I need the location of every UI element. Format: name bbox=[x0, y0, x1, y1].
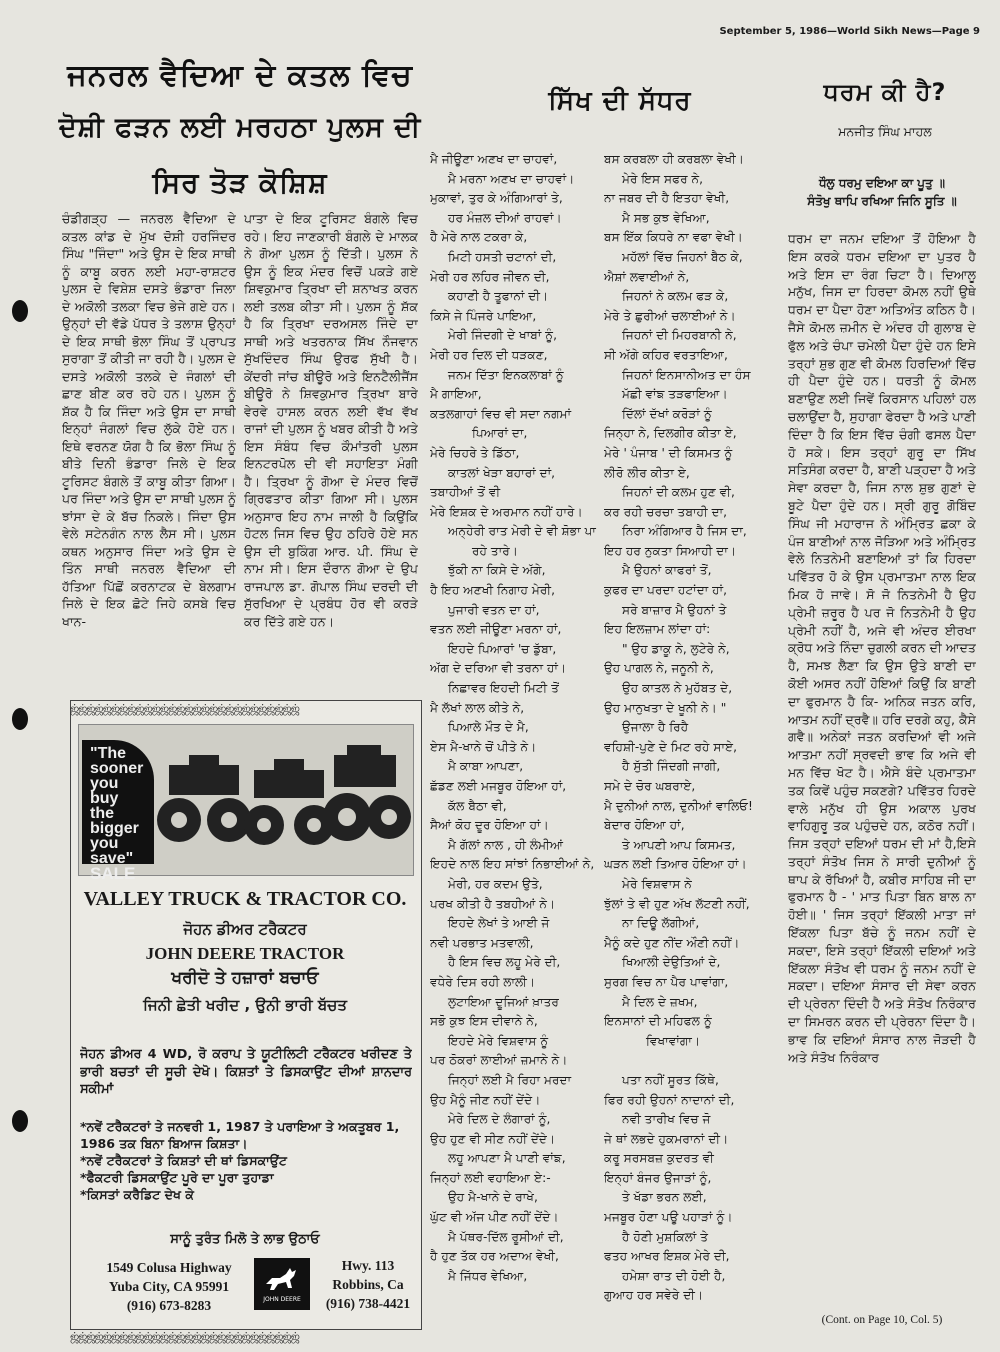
address-line: Yuba City, CA 95991 bbox=[108, 1279, 230, 1294]
poem-line: ਮੈ ਪੱਥਰ-ਦਿੱਲ ਰੂਸੀਆਂ ਦੀ, bbox=[448, 1229, 564, 1244]
poem-line: ਮੈ ਗਾਇਆ, bbox=[430, 387, 482, 402]
headline-line-1: ਜਨਰਲ ਵੈਦਿਆ ਦੇ ਕਤਲ ਵਿਚ bbox=[67, 58, 413, 93]
binder-hole bbox=[12, 708, 28, 730]
poem-line: ਨਾ ਜਬਰ ਦੀ ਹੈ ਇਤਹਾ ਵੇਖੀ, bbox=[604, 191, 730, 206]
poem-line: ਉਹ ਮੈਨੂੰ ਜੀਣ ਨਹੀਂ ਦੇਂਦੇ। bbox=[430, 1092, 541, 1107]
poem-line: ਮੇਰੇ ਵਿਸ਼ਵਾਸ ਨੇ bbox=[622, 876, 692, 891]
john-deere-logo bbox=[254, 1258, 310, 1310]
badge-line: "The bbox=[90, 745, 127, 762]
poem-line: ਜਨਮ ਦਿੱਤਾ ਇਨਕਲਾਬਾਂ ਨੂੰ bbox=[448, 367, 564, 382]
poem-line: ਪੁਜਾਰੀ ਵਤਨ ਦਾ ਹਾਂ, bbox=[448, 602, 540, 617]
page-header: September 5, 1986—World Sikh News—Page 9 bbox=[719, 26, 980, 37]
poem-line: ਸੈਆਂ ਕੋਹ ਦੂਰ ਹੋਇਆ ਹਾਂ। bbox=[430, 818, 549, 833]
poem-line: ਵਧੇਰੇ ਦਿਸ ਰਹੀ ਲਾਲੀ। bbox=[430, 974, 536, 989]
dealer-address-2 bbox=[316, 1256, 420, 1313]
badge-line: the bbox=[90, 805, 114, 822]
poem-line: ਬਸ ਕਰਬਲਾ ਹੀ ਕਰਬਲਾ ਵੇਖੀ। bbox=[604, 152, 745, 166]
poem-col-2 bbox=[604, 150, 784, 1330]
poem-line: ਮੈ ਦਿਲ ਦੇ ਜ਼ਖਮ, bbox=[622, 994, 698, 1009]
poem-line: ਮੁਕਾਵਾਂ, ਤੁਰ ਕੇ ਅੰਗਿਆਰਾਂ ਤੇ, bbox=[430, 191, 563, 206]
poem-line: ਜਿਹਨਾਂ ਦੀ ਮਿਹਰਬਾਨੀ ਨੇ, bbox=[622, 328, 737, 343]
poem-line: ਉਹ ਪਾਗਲ ਨੇ, ਜਨੂਨੀ ਨੇ, bbox=[604, 661, 714, 676]
poem-line: ਵਤਨ ਲਈ ਜੀਊਣਾ ਮਰਨਾ ਹਾਂ, bbox=[430, 622, 562, 637]
poem-line: ਜਿਨ੍ਹਾਂ ਲਈ ਮੈ ਰਿਹਾ ਮਰਦਾ bbox=[448, 1072, 572, 1087]
ad-bullet: *ਨਵੇਂ ਟਰੈਕਟਰਾਂ ਤੇ ਜਨਵਰੀ 1, 1987 ਤੇ ਪਰਾਇਆ ਤੇ ਅਕਤੂਬਰ 1, 1986 ਤਕ ਬਿਨਾ ਬਿਆਜ ਕਿਸ਼ਤਾ। bbox=[80, 1119, 400, 1151]
poem-line: ਜਿਹਨਾਂ ਦੀ ਕਲਮ ਹੁਣ ਵੀ, bbox=[622, 485, 735, 500]
poem-line: ਹਮੇਸ਼ਾ ਰਾਤ ਦੀ ਹੋਈ ਹੈ, bbox=[622, 1268, 726, 1283]
poem-line: ਦਿੱਲਾਂ ਦੱਖਾਂ ਕਰੋੜਾਂ ਨੂੰ bbox=[622, 406, 712, 421]
poem-line: ਝੁੱਕੀ ਨਾ ਕਿਸੇ ਦੇ ਅੱਗੇ, bbox=[448, 563, 546, 578]
poem-line: ਪਰਖ ਕੀਤੀ ਹੈ ਤਬਹੀਆਂ ਨੇ। bbox=[430, 896, 556, 911]
poem-line: ਛੱਡਣ ਲਈ ਮਜਬੂਰ ਹੋਇਆ ਹਾਂ, bbox=[430, 779, 567, 793]
poem-line: ਇਹਦੇ ਮੇਰੇ ਵਿਸ਼ਵਾਸ ਨੂੰ bbox=[448, 1033, 549, 1048]
poem-line: ਉਹ ਹੁਣ ਵੀ ਸੀਣ ਨਹੀਂ ਦੇਂਦੇ। bbox=[430, 1131, 556, 1146]
poem-line: " ਉਹ ਡਾਕੂ ਨੇ, ਲੁਟੇਰੇ ਨੇ, bbox=[622, 641, 730, 656]
ad-bullet: *ਫੈਕਟਰੀ ਡਿਸਕਾਉਂਟ ਪੂਰੇ ਦਾ ਪੂਰਾ ਤੁਹਾਡਾ bbox=[80, 1170, 274, 1185]
poem-line: ਹੈ ਹੁਣ ਤੱਕ ਹਰ ਅਦਾਅ ਵੇਖੀ, bbox=[430, 1249, 559, 1264]
poem-line: ਤੇ ਖੱਡਾ ਭਰਨ ਲਈ, bbox=[622, 1190, 707, 1205]
poem-line: ਉਹ ਕਾਤਲ ਨੇ ਮੁਹੱਬਤ ਦੇ, bbox=[622, 681, 733, 696]
poem-line: ਲੀਰੋ ਲੀਰ ਕੀਤਾ ਏ, bbox=[604, 465, 690, 480]
poem-line: ਬਸ ਇੱਕ ਕਿਧਰੇ ਨਾ ਵਫਾ ਵੇਖੀ। bbox=[604, 230, 743, 245]
poem-line: ਨਿਛਾਵਰ ਇਹਦੀ ਮਿਟੀ ਤੋਂ bbox=[448, 681, 559, 696]
poem-line: ਜਿਹਨਾਂ ਇਨਸਾਨੀਅਤ ਦਾ ਹੰਸ bbox=[622, 367, 751, 382]
poem-line: ਜਿਹਨਾਂ ਨੇ ਕਲਮ ਫੜ ਕੇ, bbox=[622, 289, 729, 304]
poem-line: ਜਿਨ੍ਹਾਂ ਲਈ ਵਹਾਇਆ ਏ:- bbox=[430, 1170, 551, 1185]
ad-bullet: *ਕਿਸਤਾਂ ਕਰੈਡਿਟ ਦੇਖ ਕੇ bbox=[80, 1187, 195, 1202]
scripture-quote-1: ਧੌਲੁ ਧਰਮੁ ਦਇਆ ਕਾ ਪੂਤੁ ॥ bbox=[818, 176, 945, 190]
poem-line: ਇਨ੍ਹਾਂ ਬੰਜਰ ਉਜਾੜਾਂ ਨੂੰ, bbox=[604, 1170, 712, 1185]
poem-line: ਇਹਦੇ ਨਾਲ ਇਹ ਸਾਂਝਾਂ ਨਿਭਾਈਆਂ ਨੇ, bbox=[430, 857, 595, 872]
poem-line: ਤੇ ਆਪਣੀ ਆਪ ਕਿਸਮਤ, bbox=[622, 837, 736, 852]
ad-call-to-action: ਸਾਨੂੰ ਤੁਰੰਤ ਮਿਲੋ ਤੇ ਲਾਭ ਉਠਾਓ bbox=[170, 1232, 320, 1247]
poem-line: ਮੇਰੇ ਇਸ ਸਫਰ ਨੇ, bbox=[622, 171, 704, 186]
poem-col-1 bbox=[430, 150, 600, 1330]
poem-line: ਹੈ ਸੁੱਤੀ ਜਿੰਦਗੀ ਜਾਗੀ, bbox=[622, 759, 721, 774]
article-text-col-1: ਚੰਡੀਗੜ੍ਹ — ਜਨਰਲ ਵੈਦਿਆ ਦੇ ਕਤਲ ਕਾਂਡ ਦੇ ਮੁੱਖ ਦੋਸ਼ੀ ਹਰਜਿੰਦਰ ਸਿੰਘ "ਜਿੰਦਾ" ਅਤੇ ਉਸ ਦੇ ਇਕ ਸਾਥੀ ਨੂੰ ਕਾਬੂ ਕਰਨ ਲਈ ਮਹਾ-ਰਾਸ਼ਟਰ ਪੁਲਸ ਦੇ ਵਿਸ਼ੇਸ਼ ਦਸਤੇ ਭੰਡਾਰਾ ਜਿਲਾ ਦੇ ਅਕੋਲੀ ਤਲਕਾ ਵਿਚ ਭੇਜੇ ਗਏ ਹਨ। ਉਨ੍ਹਾਂ ਦੀ ਵੱਡੇ ਪੱਧਰ ਤੇ ਤਲਾਸ਼ ਉਨ੍ਹਾਂ ਦੇ ਇਕ ਸਾਥੀ ਭੋਲਾ ਸਿੰਘ ਤੋਂ ਪ੍ਰਾਪਤ ਸੁਰਾਗਾ ਤੋਂ ਕੀਤੀ ਜਾ ਰਹੀ ਹੈ। ਪੁਲਸ ਦੇ ਦਸਤੇ ਅਕੋਲੀ ਤਲਕੇ ਦੇ ਜੰਗਲਾਂ ਦੀ ਛਾਣ ਬੀਣ ਕਰ ਰਹੇ ਹਨ। ਪੁਲਸ ਨੂੰ ਸ਼ੱਕ ਹੈ ਕਿ ਜਿੰਦਾ ਅਤੇ ਉਸ ਦਾ ਸਾਥੀ ਇਨ੍ਹਾਂ ਜੰਗਲਾਂ ਵਿਚ ਲੁੱਕੇ ਹੋਏ ਹਨ। ਇਥੇ ਵਰਨਣ ਯੋਗ ਹੈ ਕਿ ਭੋਲਾ ਸਿੰਘ ਨੂੰ ਬੀਤੇ ਦਿਨੀ ਭੰਡਾਰਾ ਜਿਲੇ ਦੇ ਇਕ ਟੂਰਿਸਟ ਬੰਗਲੇ ਤੋਂ ਕਾਬੂ ਕੀਤਾ ਗਿਆ। ਪਰ ਜਿੰਦਾ ਅਤੇ ਉਸ ਦਾ ਸਾਥੀ ਪੁਲਸ ਨੂੰ ਝਾਂਸਾ ਦੇ ਕੇ ਬੱਚ ਨਿਕਲੇ। ਜਿੰਦਾ ਉਸ ਵੇਲੇ ਸਟੇਨਗੰਨ ਨਾਲ ਲੈਸ ਸੀ। ਪੁਲਸ ਕਥਨ ਅਨੁਸਾਰ ਜਿੰਦਾ ਅਤੇ ਉਸ ਦੇ ਤਿੰਨ ਸਾਥੀ ਜਨਰਲ ਵੈਦਿਆ ਦੀ ਹੱਤਿਆ ਪਿੱਛੋਂ ਕਰਨਾਟਕ ਦੇ ਬੇਲਗਾਮ ਜਿਲੇ ਦੇ ਇਕ ਛੋਟੇ ਜਿਹੇ ਕਸਬੇ ਵਿਚ ਖਾਨ- bbox=[62, 211, 236, 629]
poem-line: ਨਵੀ ਤਾਰੀਖ ਵਿਚ ਜੋ bbox=[622, 1112, 711, 1127]
poem-line: ਸਭੋ ਕੁਝ ਇਸ ਦੀਵਾਨੇ ਨੇ, bbox=[430, 1014, 538, 1029]
poem-line: ਮੇਰੇ ਦਿਲ ਦੇ ਲੰਗਾਰਾਂ ਨੂੰ, bbox=[448, 1112, 551, 1127]
ad-slogan-2: ਜਿਨੀ ਛੇਤੀ ਖਰੀਦ , ਉਨੀ ਭਾਰੀ ਬੱਚਤ bbox=[143, 996, 347, 1014]
poem-line: ਮਜਬੂਰ ਹੋਣਾ ਪਊ ਪਹਾੜਾਂ ਨੂੰ। bbox=[604, 1210, 733, 1225]
poem-line: ਕਰੂ ਸਰਸਬਜ਼ ਕੁਦਰਤ ਵੀ bbox=[604, 1151, 714, 1166]
sale-badge bbox=[82, 740, 154, 883]
article-3-title: ਧਰਮ ਕੀ ਹੈ? bbox=[823, 78, 947, 106]
poem-line: ਮੈ ਗੱਲਾਂ ਨਾਲ , ਹੀ ਲੰਮੀਆਂ bbox=[448, 837, 564, 852]
ad-bullet-list bbox=[80, 1118, 412, 1203]
poem-line: ਲੁਟਾਇਆ ਦੂਜਿਆਂ ਖ਼ਾਤਰ bbox=[448, 994, 559, 1009]
poem-line: ਉਹ ਮਾਨੁਖਤਾ ਦੇ ਖੂਨੀ ਨੇ। " bbox=[604, 700, 727, 715]
poem-line: ਮੈ ਦੁਨੀਆਂ ਨਾਲ, ਦੁਨੀਆਂ ਵਾਲਿਓ! bbox=[604, 798, 753, 813]
poem-line: ਐਸ਼ਾਂ ਲਵਾਈਆਂ ਨੇ, bbox=[604, 269, 690, 284]
continuation-note: (Cont. on Page 10, Col. 5) bbox=[821, 1314, 943, 1326]
poem-line: ਅਨ੍ਹੇਰੀ ਰਾਤ ਮੇਰੀ ਦੇ ਵੀ ਸ਼ੋਭਾ ਪਾ bbox=[448, 524, 596, 539]
poem-line: ਮੇਰੇ ਚਿਹਰੇ ਤੇ ਡਿੱਠਾ, bbox=[430, 445, 520, 460]
deer-icon bbox=[262, 1264, 302, 1294]
poem-line bbox=[604, 1051, 784, 1071]
poem-line: ਸੁਰਗ ਵਿਚ ਨਾ ਪੈਰ ਪਾਵਾਂਗਾ, bbox=[604, 974, 729, 989]
article-3-byline: ਮਨਜੀਤ ਸਿੰਘ ਮਾਹਲ bbox=[838, 124, 932, 139]
scripture-quote-2: ਸੰਤੋਖੁ ਥਾਪਿ ਰਖਿਆ ਜਿਨਿ ਸੂਤਿ ॥ bbox=[807, 194, 957, 208]
poem-line: ਮੈ ਸਭ ਕੁਝ ਵੇਖਿਆ, bbox=[622, 210, 710, 225]
poem-line: ਮੇਰੀ, ਹਰ ਕਦਮ ਉਤੇ, bbox=[448, 876, 543, 891]
badge-line: bigger bbox=[90, 820, 139, 837]
binder-hole bbox=[12, 1110, 28, 1132]
poem-line: ਸਮੇ ਦੇ ਚੋਰ ਘਬਰਾਏ, bbox=[604, 779, 696, 793]
article-3-text: ਧਰਮ ਦਾ ਜਨਮ ਦਇਆ ਤੋਂ ਹੋਇਆ ਹੈ ਇਸ ਕਰਕੇ ਧਰਮ ਦਇਆ ਦਾ ਪੁਤਰ ਹੈ ਅਤੇ ਇਸ ਦਾ ਰੰਗ ਚਿਟਾ ਹੈ। ਦਿਆਲੂ ਮਨੁੱਖ, ਜਿਸ ਦਾ ਹਿਰਦਾ ਕੋਮਲ ਨਹੀਂ ਉਥੇ ਧਰਮ ਦਾ ਪੈਦਾ ਹੋਣਾ ਅਤਿਅੰਤ ਕਠਿਨ ਹੈ। ਜੈਸੇ ਕੋਮਲ ਜ਼ਮੀਨ ਦੇ ਅੰਦਰ ਹੀ ਗੁਲਾਬ ਦੇ ਫੁੱਲ ਅਤੇ ਚੰਪਾ ਚਮੇਲੀ ਪੈਦਾ ਹੁੰਦੇ ਹਨ ਇਸੇ ਤਰ੍ਹਾਂ ਸ਼ੁਭ ਗੁਣ ਵੀ ਕੋਮਲ ਹਿਰਦਿਆਂ ਵਿੱਚ ਹੀ ਪੈਦਾ ਹੁੰਦੇ ਹਨ। ਧਰਤੀ ਨੂੰ ਕੋਮਲ ਬਣਾਉਣ ਲਈ ਜਿਵੇਂ ਕਿਰਸਾਨ ਪਹਿਲਾਂ ਹਲ ਚਲਾਉਂਦਾ ਹੈ, ਸੁਹਾਗਾ ਫੇਰਦਾ ਹੈ ਅਤੇ ਪਾਣੀ ਦਿੰਦਾ ਹੈ ਕਿ ਇਸ ਵਿੱਚ ਚੰਗੀ ਫਸਲ ਪੈਦਾ ਹੋ ਸਕੇ। ਇਸ ਤਰ੍ਹਾਂ ਗੁਰੂ ਦਾ ਸਿੱਖ ਸਤਿਸੰਗ ਕਰਦਾ ਹੈ, ਬਾਣੀ ਪੜ੍ਹਦਾ ਹੈ ਅਤੇ ਸੇਵਾ ਕਰਦਾ ਹੈ, ਜਿਸ ਨਾਲ ਸ਼ੁਭ ਗੁਣਾਂ ਦੇ ਬੂਟੇ ਪੈਦਾ ਹੁੰਦੇ ਹਨ। ਸ੍ਰੀ ਗੁਰੂ ਗੋਬਿੰਦ ਸਿੰਘ ਜੀ ਮਹਾਰਾਜ ਨੇ ਅੰਮ੍ਰਿਤ ਛਕਾ ਕੇ ਪੰਜ ਬਾਣੀਆਂ ਨਾਲ ਜੋੜਿਆ ਅਤੇ ਅੰਮ੍ਰਿਤ ਵੇਲੇ ਨਿਤਨੇਮੀ ਬਣਾਇਆਂ ਤਾਂ ਕਿ ਹਿਰਦਾ ਪਵਿੱਤਰ ਹੋ ਕੇ ਉਸ ਪ੍ਰਮਾਤਮਾ ਨਾਲ ਇਕ ਮਿਕ ਹੋ ਜਾਵੇ। ਸੋ ਜੋ ਨਿਤਨੇਮੀ ਹੈ ਉਹ ਪ੍ਰੇਮੀ ਜ਼ਰੂਰ ਹੈ ਪਰ ਜੋ ਨਿਤਨੇਮੀ ਹੈ ਉਹ ਪ੍ਰੇਮੀ ਨਹੀਂ ਹੈ, ਅਜੇ ਵੀ ਅੰਦਰ ਈਰਖਾ ਕ੍ਰੋਧ ਅਤੇ ਨਿੰਦਾ ਚੁਗਲੀ ਕਰਨ ਦੀ ਆਦਤ ਹੈ, ਸਮਝ ਲੈਣਾ ਕਿ ਉਸ ਉਤੇ ਬਾਣੀ ਦਾ ਕੋਈ ਅਸਰ ਨਹੀਂ ਹੋਇਆਂ ਕਿਉਂ ਕਿ ਬਾਣੀ ਦਾ ਫੁਰਮਾਨ ਹੈ ਕਿ- ਅਨਿਕ ਜਤਨ ਕਰਿ, ਆਤਮ ਨਹੀਂ ਦ੍ਰਵੈ॥ ਹਰਿ ਦਰਗੇ ਕਹੁ, ਕੈਸੇ ਗਵੈ॥ ਅਨੇਕਾਂ ਜਤਨ ਕਰਦਿਆਂ ਵੀ ਅਜੇ ਆਤਮਾ ਨਹੀਂ ਸ੍ਰਵਦੀ ਭਾਵ ਕਿ ਅਜੇ ਵੀ ਮਨ ਵਿੱਚ ਖੋਟ ਹੈ। ਐਸੇ ਬੰਦੇ ਪ੍ਰਮਾਤਮਾ ਤਕ ਕਿਵੇਂ ਪਹੁੰਚ ਸਕਣਗੇ? ਪਵਿੱਤਰ ਹਿਰਦੇ ਵਾਲੇ ਮਨੁੱਖ ਹੀ ਉਸ ਅਕਾਲ ਪੁਰਖ ਵਾਹਿਗੁਰੂ ਤਕ ਪਹੁੰਚਦੇ ਹਨ, ਕਠੋਰ ਨਹੀਂ। ਜਿਸ ਤਰ੍ਹਾਂ ਦਇਆਂ ਧਰਮ ਦੀ ਮਾਂ ਹੈ,ਇਸੇ ਤਰ੍ਹਾਂ ਸੰਤੋਖ ਜਿਸ ਨੇ ਸਾਰੀ ਦੁਨੀਆਂ ਨੂੰ ਥਾਪ ਕੇ ਰੱਖਿਆਂ ਹੈ, ਕਬੀਰ ਸਾਹਿਬ ਜੀ ਦਾ ਫੁਰਮਾਨ ਹੈ - ' ਮਾਤ ਪਿਤਾ ਬਿਨ ਬਾਲ ਨਾ ਹੋਈ॥ ' ਜਿਸ ਤਰ੍ਹਾਂ ਇੱਕਲੀ ਮਾਤਾ ਜਾਂ ਇੱਕਲਾ ਪਿਤਾ ਬੱਚੇ ਨੂੰ ਜਨਮ ਨਹੀਂ ਦੇ ਸਕਦਾ, ਇਸੇ ਤਰ੍ਹਾਂ ਇੱਕਲੀ ਦਇਆਂ ਅਤੇ ਇੱਕਲਾ ਸੰਤੋਖ ਵੀ ਧਰਮ ਨੂੰ ਜਨਮ ਨਹੀਂ ਦੇ ਸਕਦਾ। ਦਇਆ ਸੰਸਾਰ ਦੀ ਸੇਵਾ ਕਰਨ ਦੀ ਪ੍ਰੇਰਨਾ ਦਿੰਦੀ ਹੈ ਅਤੇ ਸੰਤੋਖ ਨਿਰੰਕਾਰ ਦਾ ਸਿਮਰਨ ਕਰਨ ਦੀ ਪ੍ਰੇਰਨਾ ਦਿੰਦਾ ਹੈ। ਭਾਵ ਕਿ ਦਇਆਂ ਸੰਸਾਰ ਨਾਲ ਜੋੜਦੀ ਹੈ ਅਤੇ ਸੰਤੋਖ ਨਿਰੰਕਾਰ bbox=[788, 231, 976, 1065]
logo-text: JOHN DEERE bbox=[263, 1296, 301, 1303]
poem-line: ਬੇਦਾਰ ਹੋਇਆ ਹਾਂ, bbox=[604, 818, 685, 833]
poem-line: ਸੀ ਅੱਗੇ ਕਹਿਰ ਵਰਤਾਇਆ, bbox=[604, 347, 728, 362]
poem-line: ਮੱਛੀ ਵਾਂਙ ਤੜਫਾਇਆ। bbox=[622, 387, 728, 402]
poem-line: ਮੈ ਲੱਖਾਂ ਲਾਲ ਕੀਤੇ ਨੇ, bbox=[430, 700, 525, 715]
poem-line: ਇਹ ਇਲਜ਼ਾਮ ਲਾਂਦਾ ਹਾਂ: bbox=[604, 622, 711, 637]
poem-line: ਕਤਲਗਾਹਾਂ ਵਿਚ ਵੀ ਸਦਾ ਨਗਮਾਂ bbox=[430, 406, 572, 421]
badge-line: SALE bbox=[90, 864, 136, 883]
poem-line: ਮੇਰੇ ਤੇ ਛੁਰੀਆਂ ਚਲਾਈਆਂ ਨੇ। bbox=[604, 308, 736, 323]
ad-intro: ਜੋਹਨ ਡੀਅਰ 4 WD, ਰੋ ਕਰਾਪ ਤੇ ਯੂਟੀਲਿਟੀ ਟਰੈਕਟਰ ਖਰੀਦਣ ਤੇ ਭਾਰੀ ਬਚਤਾਂ ਦੀ ਸੂਚੀ ਦੇਖੋ। ਕਿਸ਼ਤਾਂ ਤੇ ਡਿਸਕਾਉਂਟ ਦੀਆਂ ਸ਼ਾਨਦਾਰ ਸਕੀਮਾਂ bbox=[80, 1047, 412, 1097]
poem-line: ਮੈ ਕਾਬਾ ਆਪਣਾ, bbox=[448, 759, 524, 774]
article-3-body bbox=[788, 230, 976, 1310]
article-col-1 bbox=[62, 210, 236, 684]
poem-line: ਵਿਖਾਵਾਂਗਾ। bbox=[646, 1033, 701, 1048]
poem-line: ਮੈ ਉਹਨਾਂ ਕਾਫਰਾਂ ਤੋਂ, bbox=[622, 563, 712, 578]
poem-line: ਉਹ ਮੈ-ਖਾਨੇ ਦੇ ਰਾਖੇ, bbox=[448, 1190, 538, 1205]
poem-title: ਸਿੱਖ ਦੀ ਸੱਧਰ bbox=[548, 86, 692, 116]
binder-hole bbox=[12, 300, 28, 322]
poem-line: ਅੱਗ ਦੇ ਦਰਿਆ ਵੀ ਤਰਨਾ ਹਾਂ। bbox=[430, 661, 567, 676]
poem-line: ਤਬਾਹੀਆਂ ਤੋਂ ਵੀ bbox=[430, 485, 501, 500]
badge-line: save" bbox=[90, 850, 134, 867]
poem-line: ਕੱਲ ਬੈਠਾ ਵੀ, bbox=[448, 798, 507, 813]
poem-line: ਕਿਸੇ ਜੇ ਪਿੰਜਰੇ ਪਾਇਆ, bbox=[430, 308, 537, 323]
poem-line: ਹੈ ਮੇਰੇ ਨਾਲ ਟਕਰਾ ਕੇ, bbox=[430, 230, 528, 245]
article-col-2 bbox=[244, 210, 418, 684]
article-text-col-2: ਪਾਤਾ ਦੇ ਇਕ ਟੂਰਿਸਟ ਬੰਗਲੇ ਵਿਚ ਰਹੇ। ਇਹ ਜਾਣਕਾਰੀ ਬੰਗਲੇ ਦੇ ਮਾਲਕ ਨੇ ਗੋਆ ਪੁਲਸ ਨੂੰ ਦਿੱਤੀ। ਪੁਲਸ ਨੇ ਉਸ ਨੂੰ ਇਕ ਮੰਦਰ ਵਿਚੋਂ ਪਕੜੇ ਗਏ ਸ਼ਿਵਕੁਮਾਰ ਤ੍ਰਿਖਾ ਦੀ ਸ਼ਨਾਖਤ ਕਰਨ ਲਈ ਤਲਬ ਕੀਤਾ ਸੀ। ਪੁਲਸ ਨੂੰ ਸ਼ੱਕ ਹੈ ਕਿ ਤ੍ਰਿਖਾ ਦਰਅਸਲ ਜਿੰਦੇ ਦਾ ਸਾਥੀ ਅਤੇ ਖਤਰਨਾਕ ਸਿੱਖ ਨੌਜਵਾਨ ਸੁੱਖਦਿੰਦਰ ਸਿੰਘ ਉਰਫ ਸੁੱਖੀ ਹੈ। ਕੇਂਦਰੀ ਜਾਂਚ ਬੀਊਰੋ ਅਤੇ ਇਨਟੈਲੀਜੈਂਸ ਬੀਊਰੋ ਨੇ ਸ਼ਿਵਕੁਮਾਰ ਤ੍ਰਿਖਾ ਬਾਰੇ ਵੇਰਵੇ ਹਾਸਲ ਕਰਨ ਲਈ ਵੱਖ ਵੱਖ ਰਾਜਾਂ ਦੀ ਪੁਲਸ ਨੂੰ ਖਬਰ ਕੀਤੀ ਹੈ ਅਤੇ ਇਸ ਸੰਬੰਧ ਵਿਚ ਕੌਮਾਂਤਰੀ ਪੁਲਸ ਇਨਟਰਪੋਲ ਦੀ ਵੀ ਸਹਾਇਤਾ ਮੰਗੀ ਹੈ। ਤ੍ਰਿਖਾ ਨੂੰ ਗੋਆ ਦੇ ਮੰਦਰ ਵਿਚੋਂ ਗ੍ਰਿਫਤਾਰ ਕੀਤਾ ਗਿਆ ਸੀ। ਪੁਲਸ ਅਨੁਸਾਰ ਇਹ ਨਾਮ ਜਾਲੀ ਹੈ ਕਿਉਂਕਿ ਹੋਟਲ ਜਿਸ ਵਿਚ ਉਹ ਠਹਿਰੇ ਹੋਏ ਸਨ ਉਸ ਦੀ ਬੁਕਿੰਗ ਆਰ. ਪੀ. ਸਿੰਘ ਦੇ ਨਾਮ ਸੀ। ਇਸ ਦੌਰਾਨ ਗੋਆ ਦੇ ਉਪ ਰਾਜਪਾਲ ਡਾ. ਗੋਪਾਲ ਸਿੰਘ ਦਰਦੀ ਦੀ ਸੁੱਰਖਿਆ ਦੇ ਪ੍ਰਬੰਧ ਹੋਰ ਵੀ ਕਰੜੇ ਕਰ ਦਿੱਤੇ ਗਏ ਹਨ। bbox=[244, 211, 418, 629]
poem-line: ਉਜਾਲਾ ਹੈ ਰਿਹੈ bbox=[622, 720, 689, 735]
poem-line: ਪਤਾ ਨਹੀਂ ਸੂਰਤ ਕਿੱਥੇ, bbox=[622, 1072, 719, 1087]
poem-line: ਗੁਆਹ ਹਰ ਸਵੇਰੇ ਦੀ। bbox=[604, 1288, 704, 1303]
poem-line: ਝੁੱਲਾਂ ਤੇ ਵੀ ਹੁਣ ਅੱਖ ਲੱਟਣੀ ਨਹੀਂ, bbox=[604, 896, 750, 911]
poem-line: ਕਰ ਰਹੀ ਚਰਚਾ ਤਬਾਹੀ ਦਾ, bbox=[604, 504, 728, 519]
company-name-punjabi: ਜੋਹਨ ਡੀਅਰ ਟਰੈਕਟਰ bbox=[183, 920, 307, 938]
poem-line: ਵਹਿਸ਼ੀ-ਪੁਣੇ ਦੇ ਮਿਟ ਰਹੇ ਸਾਏ, bbox=[604, 739, 737, 754]
poem-line: ਮੇਰੇ ਇਸ਼ਕ ਦੇ ਅਰਮਾਨ ਨਹੀਂ ਹਾਰੇ। bbox=[430, 504, 583, 519]
poem-line: ਘੜਨ ਲਈ ਤਿਆਰ ਹੋਇਆ ਹਾਂ। bbox=[604, 857, 747, 872]
poem-line: ਇਹਦੇ ਲੇਖਾਂ ਤੇ ਆਈ ਜੋ bbox=[448, 916, 550, 931]
poem-line: ਮੇਰੀ ਹਰ ਦਿਲ ਦੀ ਧੜਕਣ, bbox=[430, 347, 548, 362]
poem-line: ਕਾਤਲਾਂ ਖੇੜਾ ਬਹਾਰਾਂ ਦਾਂ, bbox=[448, 465, 556, 480]
ad-border-bottom: ஜ்ஜ்ஜ்ஜ்ஜ்ஜ்ஜ்ஜ்ஜ்ஜ்ஜ்ஜ்ஜ்ஜ்ஜ்ஜ்ஜ்ஜ்ஜ்ஜ்ஜ்ஜ்ஜ்ஜ்ஜ்ஜ்ஜ்ஜ் bbox=[70, 1330, 299, 1343]
poem-line: ਨਿਰਾ ਅੰਗਿਆਰ ਹੈ ਜਿਸ ਦਾ, bbox=[622, 524, 747, 539]
poem-line: ਜੇ ਥਾਂ ਲਭਦੇ ਹੁਕਮਰਾਨਾਂ ਦੀ। bbox=[604, 1131, 729, 1146]
poem-line: ਘੁੱਟ ਵੀ ਅੱਜ ਪੀਣ ਨਹੀਂ ਦੇਂਦੇ। bbox=[430, 1210, 559, 1225]
address-line: (916) 673-8283 bbox=[126, 1298, 212, 1313]
poem-line: ਮੇਰੇ ' ਪੰਜਾਬ ' ਦੀ ਕਿਸਮਤ ਨੂੰ bbox=[604, 445, 733, 460]
dealer-address-1 bbox=[84, 1258, 254, 1315]
poem-line: ਫਤਹ ਆਖਰ ਇਸ਼ਕ ਮੇਰੇ ਦੀ, bbox=[604, 1249, 730, 1264]
address-line: Hwy. 113 bbox=[341, 1258, 395, 1273]
badge-line: sooner bbox=[90, 760, 144, 777]
ad-border-top: ஜ்ஜ்ஜ்ஜ்ஜ்ஜ்ஜ்ஜ்ஜ்ஜ்ஜ்ஜ்ஜ்ஜ்ஜ்ஜ்ஜ்ஜ்ஜ்ஜ்ஜ்ஜ்ஜ்ஜ்ஜ்ஜ்ஜ்ஜ் bbox=[70, 702, 299, 715]
poem-line: ਹੈ ਹੋਣੀ ਮੁਸ਼ਕਿਲਾਂ ਤੇ bbox=[622, 1229, 709, 1244]
ad-slogan-1: ਖਰੀਦੋ ਤੇ ਹਜ਼ਾਰਾਂ ਬਚਾਓ bbox=[171, 968, 319, 988]
poem-line: ਏਸ ਮੈ-ਖਾਨੇ ਚੋਂ ਪੀਤੇ ਨੇ। bbox=[430, 739, 537, 754]
poem-line: ਹੈ ਇਹ ਅਣਖੀ ਨਿਗਾਹ ਮੇਰੀ, bbox=[430, 583, 555, 598]
poem-line: ਮੇਰੀ ਜਿੰਦਗੀ ਦੇ ਖਾਬਾਂ ਨੂੰ, bbox=[448, 328, 557, 343]
poem-line: ਸਰੇ ਬਾਜ਼ਾਰ ਮੈ ਉਹਨਾਂ ਤੇ bbox=[622, 602, 727, 617]
brand-name: JOHN DEERE TRACTOR bbox=[145, 944, 345, 963]
poem-line: ਮੈ ਜਿੱਧਰ ਵੇਖਿਆ, bbox=[448, 1268, 528, 1283]
badge-line: you bbox=[90, 835, 119, 852]
poem-line: ਨਵੀ ਪਰਭਾਤ ਮਤਵਾਲੀ, bbox=[430, 935, 534, 950]
badge-line: buy bbox=[90, 790, 119, 807]
poem-line: ਪਿਆਰਾਂ ਦਾ, bbox=[472, 426, 528, 441]
poem-line: ਖਿਆਲੀ ਦੇਉਤਿਆਂ ਦੇ, bbox=[622, 955, 721, 970]
address-line: (916) 738-4421 bbox=[325, 1296, 411, 1311]
poem-line: ਪਿਆਲੇ ਮੌਤ ਦੇ ਮੈ, bbox=[448, 720, 529, 735]
poem-line: ਇਹਦੇ ਪਿਆਰਾਂ 'ਚ ਡੁੱਬਾ, bbox=[448, 641, 557, 656]
poem-line: ਲਹੂ ਆਪਣਾ ਮੈ ਪਾਣੀ ਵਾਂਙ, bbox=[448, 1151, 566, 1166]
poem-line: ਫਿਰ ਰਹੀ ਉਹਨਾਂ ਨਾਦਾਨਾਂ ਦੀ, bbox=[604, 1092, 735, 1107]
poem-line: ਮਹੱਲਾਂ ਵਿੱਚ ਜਿਹਨਾਂ ਬੈਠ ਕੇ, bbox=[622, 249, 743, 264]
headline-line-2: ਦੋਸ਼ੀ ਫੜਨ ਲਈ ਮਰਹਠਾ ਪੁਲਸ ਦੀ bbox=[58, 112, 422, 143]
poem-line: ਕਹਾਣੀ ਹੈ ਤੂਫਾਨਾਂ ਦੀ। bbox=[448, 289, 549, 304]
badge-line: you bbox=[90, 775, 119, 792]
poem-line: ਨਾ ਦਿਊ ਲੱਗੀਆਂ, bbox=[622, 916, 700, 931]
headline-line-3: ਸਿਰ ਤੋੜ ਕੋਸ਼ਿਸ਼ bbox=[152, 166, 328, 199]
poem-line: ਹਰ ਮੰਜ਼ਲ ਦੀਆਂ ਰਾਹਵਾਂ। bbox=[448, 210, 562, 225]
ad-bullet: *ਨਵੇਂ ਟਰੈਕਟਰਾਂ ਤੇ ਕਿਸ਼ਤਾਂ ਦੀ ਥਾਂ ਡਿਸਕਾਉਂਟ bbox=[80, 1153, 287, 1168]
poem-line: ਕੁਫਰ ਦਾ ਪਰਦਾ ਹਟਾਂਦਾ ਹਾਂ, bbox=[604, 583, 727, 598]
poem-line: ਮੇਰੀ ਹਰ ਲਹਿਰ ਜੀਵਨ ਦੀ, bbox=[430, 269, 550, 284]
poem-line: ਮੈ ਜੀਊਣਾ ਅਣਖ ਦਾ ਚਾਹਵਾਂ, bbox=[430, 152, 558, 166]
poem-line: ਮੈਨੂੰ ਕਦੇ ਹੁਣ ਨੀਂਦ ਔਣੀ ਨਹੀਂ। bbox=[604, 935, 740, 950]
poem-line: ਹੈ ਇਸ ਵਿਚ ਲਹੂ ਮੇਰੇ ਦੀ, bbox=[448, 955, 561, 970]
address-line: 1549 Colusa Highway bbox=[106, 1260, 232, 1275]
poem-line: ਇਹ ਹਰ ਨੁਕਤਾ ਸਿਆਹੀ ਦਾ। bbox=[604, 543, 737, 558]
poem-line: ਮੈ ਮਰਨਾ ਅਣਖ ਦਾ ਚਾਹਵਾਂ। bbox=[448, 171, 575, 186]
company-name: VALLEY TRUCK & TRACTOR CO. bbox=[83, 888, 407, 910]
poem-line: ਜਿਨ੍ਹਾ ਨੇ, ਦਿਲਗੀਰ ਕੀਤਾ ਏ, bbox=[604, 426, 737, 441]
poem-line: ਇਨਸਾਨਾਂ ਦੀ ਮਹਿਫਲ ਨੂੰ bbox=[604, 1014, 712, 1029]
address-line: Robbins, Ca bbox=[332, 1277, 404, 1292]
poem-line: ਪਰ ਠੋਕਰਾਂ ਲਾਈਆਂ ਜ਼ਮਾਨੇ ਨੇ। bbox=[430, 1053, 568, 1068]
poem-line: ਰਹੇ ਤਾਰੇ। bbox=[472, 543, 518, 558]
poem-line: ਮਿਟੀ ਹਸਤੀ ਚਟਾਨਾਂ ਦੀ, bbox=[448, 249, 557, 264]
